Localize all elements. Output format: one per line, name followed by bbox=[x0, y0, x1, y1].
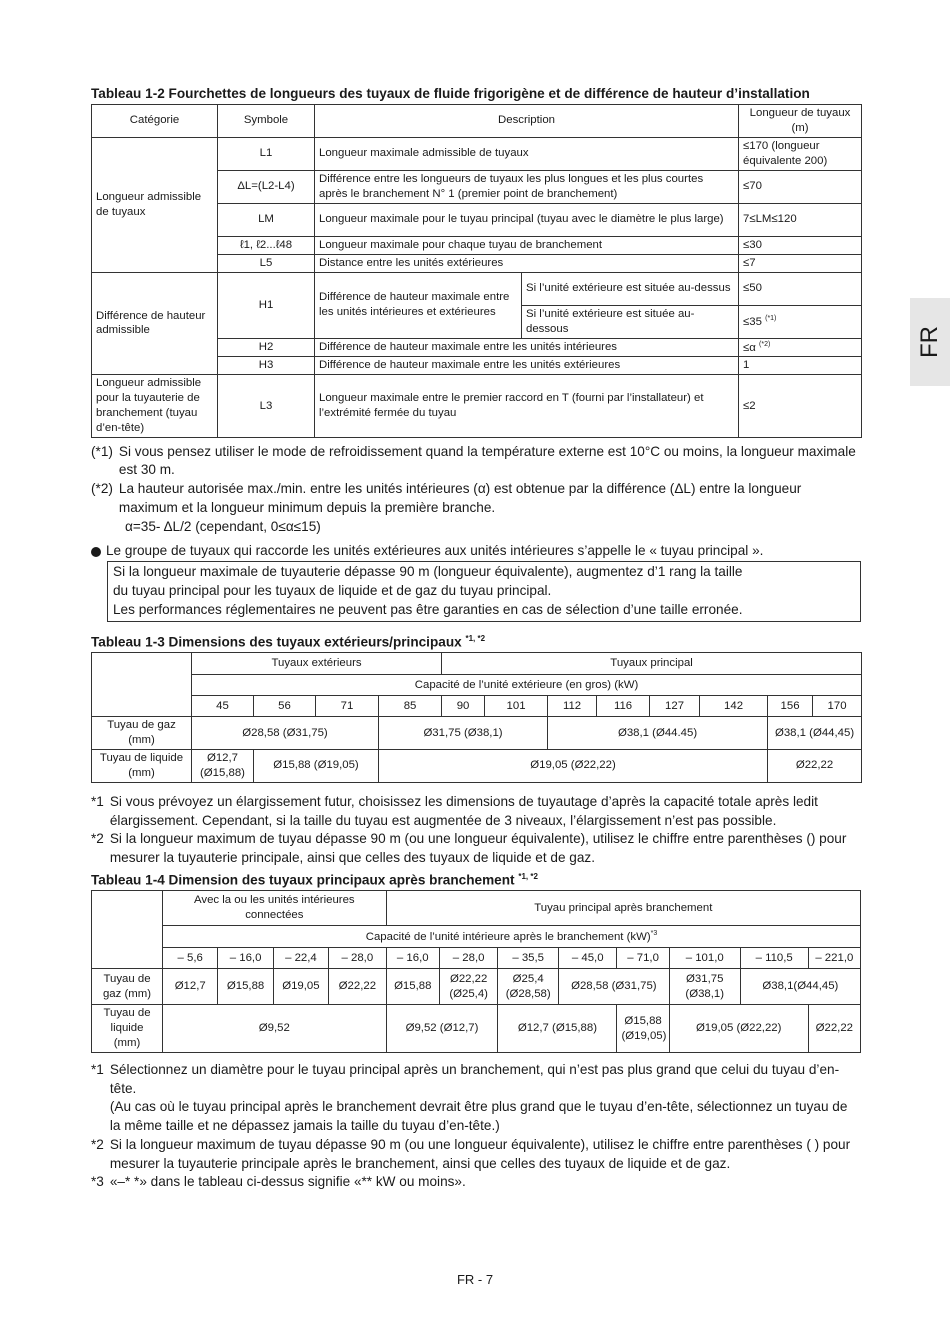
capacity-cell: 170 bbox=[813, 696, 862, 717]
footnote-text: Si la longueur maximum de tuyau dépasse 90 m (ou une longueur équivalente), utilisez le chiffre entre parenthèses () pour mesurer la tuyauterie principale, ainsi que celles des tuyaux de liquide et de gaz. bbox=[109, 831, 847, 866]
footnote bbox=[91, 1061, 861, 1136]
gas-size-cell: Ø15,88 bbox=[218, 969, 273, 1005]
footnote-text: (Au cas où le tuyau principal après le branchement devrait être plus grand que le tuyau d’en-tête, sélectionnez un tuyau de la même taille et ne dépassez jamais la taille du tuyau d’en-tête.) bbox=[109, 1099, 848, 1134]
formula: α=35- ΔL/2 (cependant, 0≤α≤15) bbox=[125, 518, 321, 534]
description-cell: Longueur maximale pour chaque tuyau de branchement bbox=[315, 236, 739, 254]
description-cell: Différence de hauteur maximale entre les unités intérieures bbox=[315, 338, 739, 357]
gas-size-cell: Ø15,88 bbox=[386, 969, 439, 1005]
row-label-gaz: Tuyau de gaz (mm) bbox=[92, 717, 192, 750]
sub-condition-cell: Si l’unité extérieure est située au-dessous bbox=[522, 305, 739, 338]
footnote-key: (*1) bbox=[91, 443, 113, 459]
capacity-cell: – 35,5 bbox=[498, 948, 559, 969]
title-footnote-ref: *1, *2 bbox=[465, 633, 486, 643]
warning-box bbox=[107, 561, 861, 621]
corner-cell bbox=[92, 891, 163, 969]
title-footnote-ref: *1, *2 bbox=[518, 871, 538, 881]
capacity-cell: – 71,0 bbox=[617, 948, 669, 969]
capacity-cell: 71 bbox=[316, 696, 379, 717]
footnote-text: Sélectionnez un diamètre pour le tuyau principal après un branchement, qui n’est pas plus grand que celui du tuyau d’en-tête. bbox=[109, 1061, 840, 1096]
capacity-cell: – 45,0 bbox=[558, 948, 617, 969]
gas-size-cell: Ø38,1 (Ø44.45) bbox=[548, 717, 768, 750]
header-capacite: Capacité de l’unité extérieure (en gros) (kW) bbox=[192, 675, 862, 696]
page-number: FR - 7 bbox=[456, 1272, 494, 1287]
value-cell: ≤50 bbox=[739, 272, 862, 305]
gas-size-cell: Ø28,58 (Ø31,75) bbox=[558, 969, 669, 1005]
footnote bbox=[91, 480, 861, 518]
symbol-cell: LM bbox=[218, 203, 315, 236]
description-cell: Longueur maximale entre le premier raccord en T (fourni par l’installateur) et l’extrémité fermée du tuyau bbox=[315, 375, 739, 437]
value-cell bbox=[739, 305, 862, 338]
footnote-text: La hauteur autorisée max./min. entre les unités intérieures (α) est obtenue par la différence (ΔL) entre la longueur maximum et la longueur minimum depuis la première branche. bbox=[118, 481, 802, 515]
symbol-cell: L5 bbox=[218, 254, 315, 272]
header-categorie: Catégorie bbox=[92, 105, 218, 138]
footnote bbox=[91, 443, 861, 481]
capacity-cell: – 221,0 bbox=[808, 948, 860, 969]
header-tuyau-principal-apres: Tuyau principal après branchement bbox=[386, 891, 860, 926]
table-1-2 bbox=[91, 104, 862, 438]
symbol-cell: L3 bbox=[218, 375, 315, 437]
header-description: Description bbox=[315, 105, 739, 138]
value-cell bbox=[739, 338, 862, 357]
warning-line: Les performances réglementaires ne peuvent pas être garanties en cas de sélection d’une taille erronée. bbox=[113, 601, 743, 617]
liquid-size-cell: Ø12,7 (Ø15,88) bbox=[498, 1005, 617, 1052]
capacity-cell: 156 bbox=[768, 696, 813, 717]
corner-cell bbox=[92, 653, 192, 717]
footnote-key: *1 bbox=[91, 793, 104, 809]
footnote bbox=[91, 830, 861, 868]
liquid-size-cell: Ø22,22 bbox=[808, 1005, 860, 1052]
header-capacite bbox=[163, 926, 861, 948]
liquid-size-cell: Ø19,05 (Ø22,22) bbox=[379, 749, 768, 782]
footnote-text: Si vous pensez utiliser le mode de refroidissement quand la température externe est 10°C ou moins, la longueur maximale est 30 m. bbox=[118, 443, 856, 478]
capacity-cell: 56 bbox=[254, 696, 316, 717]
gas-size-cell: Ø38,1(Ø44,45) bbox=[740, 969, 860, 1005]
footnote-body bbox=[110, 1061, 861, 1136]
description-cell: Différence de hauteur maximale entre les unités extérieures bbox=[315, 357, 739, 375]
liquid-size-cell: Ø19,05 (Ø22,22) bbox=[669, 1005, 808, 1052]
symbol-cell: H3 bbox=[218, 357, 315, 375]
gas-size-cell: Ø19,05 bbox=[273, 969, 328, 1005]
value-text: ≤35 bbox=[743, 315, 762, 328]
table-1-4 bbox=[91, 890, 861, 1052]
table-1-3-title bbox=[91, 634, 861, 650]
bullet-text: Le groupe de tuyaux qui raccorde les unités extérieures aux unités intérieures s’appelle le « tuyau principal ». bbox=[106, 543, 764, 559]
table-1-3-notes bbox=[91, 793, 861, 868]
category-longueur-admissible: Longueur admissible de tuyaux bbox=[92, 137, 218, 272]
symbol-cell: H2 bbox=[218, 338, 315, 357]
footnote-text: «–* *» dans le tableau ci-dessus signifie «** kW ou moins». bbox=[109, 1174, 466, 1190]
warning-line: Si la longueur maximale de tuyauterie dépasse 90 m (longueur équivalente), augmentez d’1 rang la taille bbox=[113, 564, 743, 580]
value-text: ≤α bbox=[743, 341, 756, 354]
capacity-cell: – 22,4 bbox=[273, 948, 328, 969]
footnote-key: *2 bbox=[91, 1136, 104, 1152]
liquid-size-cell: Ø12,7 (Ø15,88) bbox=[192, 749, 254, 782]
row-label-liquide: Tuyau de liquide (mm) bbox=[92, 1005, 163, 1052]
title-text: Tableau 1-3 Dimensions des tuyaux extérieurs/principaux bbox=[91, 634, 462, 650]
value-cell: 1 bbox=[739, 357, 862, 375]
value-cell: ≤70 bbox=[739, 170, 862, 203]
description-cell: Distance entre les unités extérieures bbox=[315, 254, 739, 272]
description-cell: Différence entre les longueurs de tuyaux les plus longues et les plus courtes après le branchement N° 1 (premier point de branchement) bbox=[315, 170, 739, 203]
symbol-cell: L1 bbox=[218, 137, 315, 170]
table-1-4-notes bbox=[91, 1061, 861, 1192]
capacity-cell: 112 bbox=[548, 696, 597, 717]
gas-size-cell: Ø22,22 bbox=[329, 969, 387, 1005]
capacity-cell: – 110,5 bbox=[740, 948, 808, 969]
value-cell: ≤30 bbox=[739, 236, 862, 254]
capacity-cell: 101 bbox=[485, 696, 548, 717]
capacity-cell: 127 bbox=[650, 696, 700, 717]
footnote bbox=[91, 793, 861, 831]
footnote-ref: *3 bbox=[650, 930, 658, 937]
bullet-paragraph bbox=[91, 543, 861, 558]
value-cell: ≤7 bbox=[739, 254, 862, 272]
capacity-cell: – 16,0 bbox=[218, 948, 273, 969]
footnote-ref: (*2) bbox=[759, 340, 771, 348]
footnote bbox=[91, 1136, 861, 1174]
liquid-size-cell: Ø22,22 bbox=[768, 749, 862, 782]
value-cell: 7≤LM≤120 bbox=[739, 203, 862, 236]
title-text: Tableau 1-4 Dimension des tuyaux principaux après branchement bbox=[91, 872, 515, 888]
gas-size-cell: Ø31,75 (Ø38,1) bbox=[379, 717, 548, 750]
row-label-liquide: Tuyau de liquide (mm) bbox=[92, 749, 192, 782]
capacity-cell: 116 bbox=[597, 696, 650, 717]
capacity-cell: – 16,0 bbox=[386, 948, 439, 969]
capacity-cell: 45 bbox=[192, 696, 254, 717]
symbol-cell: ℓ1, ℓ2...ℓ48 bbox=[218, 236, 315, 254]
description-cell: Longueur maximale pour le tuyau principal (tuyau avec le diamètre le plus large) bbox=[315, 203, 739, 236]
footnote bbox=[91, 1173, 861, 1192]
table-1-2-notes bbox=[91, 443, 861, 537]
header-symbole: Symbole bbox=[218, 105, 315, 138]
description-cell: Différence de hauteur maximale entre les unités intérieures et extérieures bbox=[315, 272, 522, 338]
value-cell: ≤2 bbox=[739, 375, 862, 437]
footnote-key: *3 bbox=[91, 1174, 104, 1190]
capacity-cell: – 28,0 bbox=[439, 948, 498, 969]
footnote-text: Si la longueur maximum de tuyau dépasse 90 m (ou une longueur équivalente), utilisez le chiffre entre parenthèses ( ) pour mesurer la tuyauterie principale après le branchement, ainsi que celles des tuyaux de liquide et de gaz. bbox=[109, 1136, 851, 1171]
capacity-cell: – 5,6 bbox=[163, 948, 218, 969]
capacity-cell: – 28,0 bbox=[329, 948, 387, 969]
symbol-cell: H1 bbox=[218, 272, 315, 338]
footnote-ref: (*1) bbox=[765, 314, 777, 322]
language-tab bbox=[910, 298, 950, 386]
header-tuyaux-principal: Tuyaux principal bbox=[442, 653, 862, 675]
gas-size-cell: Ø22,22 (Ø25,4) bbox=[439, 969, 498, 1005]
value-cell: ≤170 (longueur équivalente 200) bbox=[739, 137, 862, 170]
description-cell: Longueur maximale admissible de tuyaux bbox=[315, 137, 739, 170]
page-content bbox=[91, 86, 861, 1192]
capacity-cell: 85 bbox=[379, 696, 442, 717]
language-tab-label: FR bbox=[916, 326, 943, 358]
header-tuyaux-exterieurs: Tuyaux extérieurs bbox=[192, 653, 442, 675]
gas-size-cell: Ø28,58 (Ø31,75) bbox=[192, 717, 379, 750]
category-tuyauterie-branchement: Longueur admissible pour la tuyauterie de branchement (tuyau d’en-tête) bbox=[92, 375, 218, 437]
liquid-size-cell: Ø9,52 bbox=[163, 1005, 387, 1052]
warning-line: du tuyau principal pour les tuyaux de liquide et de gaz du tuyau principal. bbox=[113, 583, 552, 599]
table-1-2-title: Tableau 1-2 Fourchettes de longueurs des tuyaux de fluide frigorigène et de différence de hauteur d’installation bbox=[91, 86, 810, 101]
header-longueur: Longueur de tuyaux (m) bbox=[739, 105, 862, 138]
liquid-size-cell: Ø9,52 (Ø12,7) bbox=[386, 1005, 498, 1052]
gas-size-cell: Ø38,1 (Ø44,45) bbox=[768, 717, 862, 750]
table-1-3 bbox=[91, 652, 862, 783]
footnote-text: Si vous prévoyez un élargissement futur, choisissez les dimensions de tuyautage d’après la capacité totale après ledit élargissement. Cependant, si la taille du tuyau est augmentée de 3 niveaux, l’élargissement n’est pas possible. bbox=[109, 793, 818, 828]
table-1-4-title bbox=[91, 872, 861, 888]
sub-condition-cell: Si l’unité extérieure est située au-dessus bbox=[522, 272, 739, 305]
capacity-cell: 90 bbox=[442, 696, 485, 717]
liquid-size-cell: Ø15,88 (Ø19,05) bbox=[617, 1005, 669, 1052]
liquid-size-cell: Ø15,88 (Ø19,05) bbox=[254, 749, 379, 782]
header-unites-interieures: Avec la ou les unités intérieures connectées bbox=[163, 891, 387, 926]
capacity-cell: – 101,0 bbox=[669, 948, 740, 969]
gas-size-cell: Ø25,4 (Ø28,58) bbox=[498, 969, 559, 1005]
capacity-cell: 142 bbox=[700, 696, 768, 717]
symbol-cell: ΔL=(L2-L4) bbox=[218, 170, 315, 203]
row-label-gaz: Tuyau de gaz (mm) bbox=[92, 969, 163, 1005]
header-capacite-text: Capacité de l’unité intérieure après le branchement (kW) bbox=[365, 930, 651, 943]
gas-size-cell: Ø31,75 (Ø38,1) bbox=[669, 969, 740, 1005]
footnote-key: *2 bbox=[91, 831, 104, 847]
bullet-dot-icon bbox=[91, 547, 101, 557]
gas-size-cell: Ø12,7 bbox=[163, 969, 218, 1005]
category-difference-hauteur: Différence de hauteur admissible bbox=[92, 272, 218, 375]
footnote-key: *1 bbox=[91, 1061, 104, 1077]
footnote-key: (*2) bbox=[91, 481, 113, 497]
